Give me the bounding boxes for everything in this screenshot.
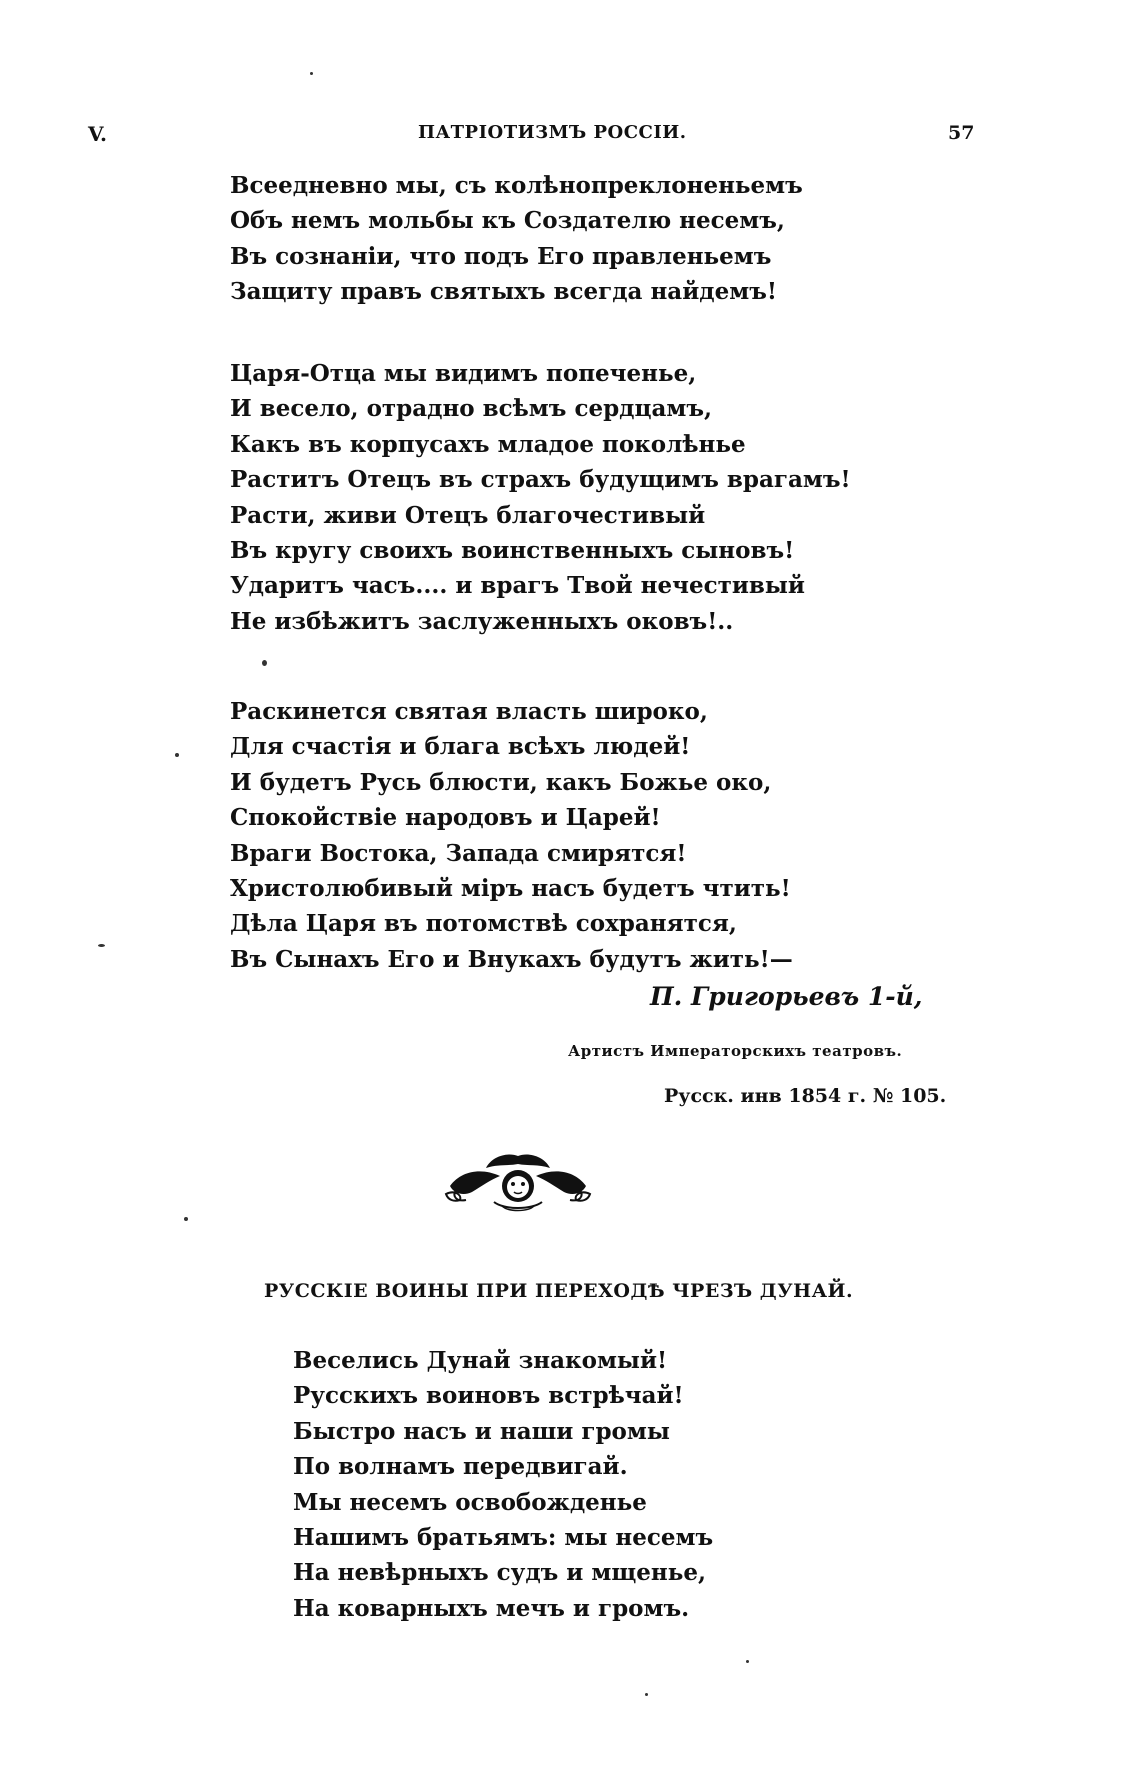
author-signature: П. Григорьевъ 1-й, [650,982,923,1011]
verse-line: Какъ въ корпусахъ младое поколѣнье [230,430,746,458]
verse-line: Расти, живи Отецъ благочестивый [230,501,706,529]
scan-speck [645,1693,648,1696]
scan-speck [184,1217,188,1221]
scan-speck [98,944,105,947]
verse-line: Всеедневно мы, съ колѣнопреклоненьемъ [230,172,803,199]
verse-line: Въ кругу своихъ воинственныхъ сыновъ! [230,537,795,565]
verse-line: Ударитъ часъ.... и врагъ Твой нечестивый [230,572,805,600]
verse-line: Въ сознаніи, что подъ Его правленьемъ [230,242,772,270]
running-title: ПАТРІОТИЗМЪ РОССІИ. [418,122,687,143]
verse-line: Враги Востока, Запада смирятся! [230,839,687,867]
verse-line: И весело, отрадно всѣмъ сердцамъ, [230,395,713,423]
verse-line: Въ Сынахъ Его и Внукахъ будутъ жить!— [230,945,793,973]
scan-speck [262,660,267,666]
page-number: 57 [948,122,975,144]
scan-speck [310,72,313,75]
section-number: V. [88,122,107,146]
verse-line: Спокойствіе народовъ и Царей! [230,804,661,832]
verse-line: Раскинется святая власть широко, [230,698,708,725]
running-header [0,122,1140,152]
poem1-stanza-1 [230,168,803,310]
author-position: Артистъ Императорскихъ театровъ. [568,1042,903,1060]
poem-title: РУССКІЕ ВОИНЫ ПРИ ПЕРЕХОДѢ ЧРЕЗЪ ДУНАЙ. [264,1280,854,1302]
verse-line: Нашимъ братьямъ: мы несемъ [293,1524,714,1552]
verse-line: Объ немъ мольбы къ Создателю несемъ, [230,207,785,235]
verse-line: На невѣрныхъ судъ и мщенье, [293,1559,706,1587]
verse-line: Для счастія и блага всѣхъ людей! [230,733,691,761]
verse-line: Не избѣжитъ заслуженныхъ оковъ!.. [230,607,734,635]
verse-line: И будетъ Русь блюсти, какъ Божье око, [230,768,772,796]
verse-line: Христолюбивый міръ насъ будетъ чтить! [230,875,791,903]
verse-line: Веселись Дунай знакомый! [293,1347,668,1374]
poem1-stanza-2 [230,356,851,639]
scan-speck [175,753,179,757]
verse-line: Русскихъ воиновъ встрѣчай! [293,1382,684,1410]
verse-line: По волнамъ передвигай. [293,1453,628,1481]
verse-line: Дѣла Царя въ потомствѣ сохранятся, [230,910,737,938]
scan-speck [746,1660,749,1663]
source-citation: Русск. инв 1854 г. № 105. [664,1085,947,1107]
cherub-ornament-icon [442,1150,594,1214]
verse-line: Мы несемъ освобожденье [293,1488,647,1516]
verse-line: Раститъ Отецъ въ страхъ будущимъ врагамъ! [230,466,851,494]
poem2-stanza [293,1343,713,1626]
verse-line: На коварныхъ мечъ и громъ. [293,1594,690,1622]
verse-line: Быстро насъ и наши громы [293,1417,670,1445]
verse-line: Царя-Отца мы видимъ попеченье, [230,360,697,387]
verse-line: Защиту правъ святыхъ всегда найдемъ! [230,278,777,306]
poem1-stanza-3 [230,694,793,977]
